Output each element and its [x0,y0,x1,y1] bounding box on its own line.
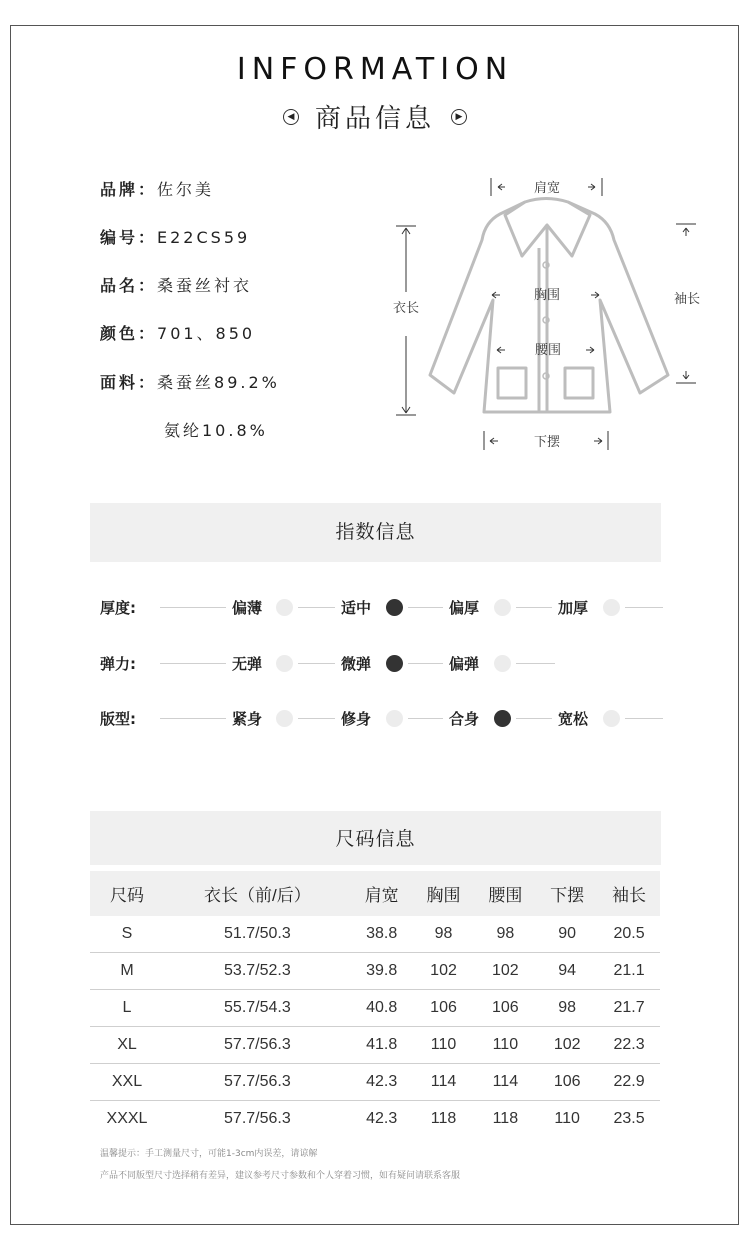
index-line [625,607,663,608]
size-cell: 57.7/56.3 [224,1110,291,1127]
index-dot [276,710,293,727]
info-label: 品牌： [100,180,158,199]
index-dot [276,655,293,672]
index-line [160,718,226,719]
size-cell: S [90,916,164,953]
size-cell: 90 [536,916,598,953]
index-option-label: 适中 [341,599,372,617]
size-cell: 102 [536,1027,598,1064]
index-option-label: 修身 [341,710,372,728]
size-header-cell: 尺码 [90,871,164,916]
index-section-title: 指数信息 [90,503,661,562]
diagram-label-chest: 胸围 [533,288,561,303]
size-cell: L [90,990,164,1027]
index-option-label: 微弹 [341,655,372,673]
index-row-label: 版型: [100,710,136,728]
index-line [408,718,443,719]
left-arrow-icon: ◀ [283,109,299,125]
size-cell: 20.5 [598,916,660,953]
index-line [625,718,663,719]
size-cell: 42.3 [366,1110,398,1127]
diagram-label-sleeve: 袖长 [673,292,701,307]
table-row [90,1064,660,1101]
index-line [160,663,226,664]
index-line [298,663,335,664]
size-cell: 23.5 [613,1110,645,1127]
info-value: 701、850 [157,324,256,343]
index-line [516,607,552,608]
size-header-cell: 衣长（前/后） [164,871,351,916]
index-dot [603,710,620,727]
size-cell: XXXL [106,1110,148,1127]
size-cell: 38.8 [351,916,413,953]
info-value: 桑蚕丝89.2% [157,373,280,392]
index-line [408,607,443,608]
index-option-label: 偏厚 [449,599,480,617]
size-table-header [90,871,660,916]
title-cn: 商品信息 [314,104,435,134]
size-section-title: 尺码信息 [90,811,661,865]
size-table [90,871,660,1137]
size-cell: XXL [90,1064,164,1101]
diagram-label-hem: 下摆 [533,435,561,450]
size-cell: 57.7/56.3 [164,1027,351,1064]
size-cell: 110 [554,1110,580,1127]
size-cell: 22.3 [598,1027,660,1064]
diagram-label-length: 衣长 [392,301,420,316]
index-dot [276,599,293,616]
size-cell: 51.7/50.3 [164,916,351,953]
size-cell: 22.9 [598,1064,660,1101]
index-line [408,663,443,664]
size-cell: 118 [492,1110,519,1127]
index-dot-selected [494,710,511,727]
index-line [298,607,335,608]
index-dot [494,599,511,616]
size-cell: 21.1 [598,953,660,990]
note-line-1: 温馨提示：手工测量尺寸，可能1-3cm内误差，请谅解 [100,1149,318,1159]
right-arrow-icon: ▶ [451,109,467,125]
index-dot [386,710,403,727]
size-header-cell: 袖长 [598,871,660,916]
index-option-label: 紧身 [232,710,263,728]
table-row [90,990,660,1027]
size-header-cell: 下摆 [536,871,598,916]
diagram-label-waist: 腰围 [534,343,562,358]
title-en: INFORMATION [236,52,514,87]
size-cell: 114 [474,1064,536,1101]
size-cell: 118 [430,1110,457,1127]
table-row [90,916,660,953]
size-cell: 110 [474,1027,536,1064]
index-line [516,663,555,664]
index-option-label: 偏弹 [449,655,480,673]
index-option-label: 加厚 [558,599,589,617]
size-cell: 42.3 [351,1064,413,1101]
info-label: 面料： [100,373,158,392]
index-option-label: 无弹 [232,655,263,673]
size-cell: 98 [536,990,598,1027]
index-option-label: 偏薄 [232,599,263,617]
size-cell: 106 [536,1064,598,1101]
size-cell: 98 [413,916,475,953]
size-cell: 55.7/54.3 [164,990,351,1027]
info-value: 氨纶10.8% [164,421,268,440]
shirt-diagram [0,0,750,470]
index-option-label: 合身 [449,710,480,728]
index-option-label: 宽松 [558,710,589,728]
index-dot [603,599,620,616]
index-row-label: 弹力: [100,655,136,673]
size-cell: 57.7/56.3 [164,1064,351,1101]
index-dot-selected [386,655,403,672]
diagram-label-shoulder: 肩宽 [533,181,561,196]
size-header-cell: 胸围 [413,871,475,916]
info-label: 颜色： [100,324,158,343]
size-cell: 94 [536,953,598,990]
index-dot-selected [386,599,403,616]
size-cell: 53.7/52.3 [164,953,351,990]
index-line [160,607,226,608]
size-header-cell: 肩宽 [351,871,413,916]
size-cell: 114 [413,1064,475,1101]
size-header-cell: 腰围 [474,871,536,916]
table-row [90,953,660,990]
size-cell: 41.8 [351,1027,413,1064]
table-row [90,1101,660,1138]
note-line-2: 产品不同版型尺寸选择稍有差异，建议参考尺寸参数和个人穿着习惯，如有疑问请联系客服 [100,1171,461,1181]
index-line [516,718,552,719]
size-cell: 102 [413,953,475,990]
info-label: 编号： [100,228,158,247]
table-row [90,1027,660,1064]
size-cell: M [90,953,164,990]
index-dot [494,655,511,672]
size-cell: 40.8 [351,990,413,1027]
size-cell: 106 [413,990,475,1027]
size-cell: 106 [474,990,536,1027]
info-value: E22CS59 [157,228,251,247]
index-line [298,718,335,719]
size-cell: 21.7 [598,990,660,1027]
size-cell: 102 [474,953,536,990]
size-cell: XL [90,1027,164,1064]
index-row-label: 厚度: [100,599,136,617]
info-value: 桑蚕丝衬衣 [157,276,253,295]
info-label: 品名： [100,276,158,295]
size-cell: 98 [474,916,536,953]
size-cell: 39.8 [351,953,413,990]
size-cell: 110 [413,1027,475,1064]
info-value: 佐尔美 [157,180,215,199]
